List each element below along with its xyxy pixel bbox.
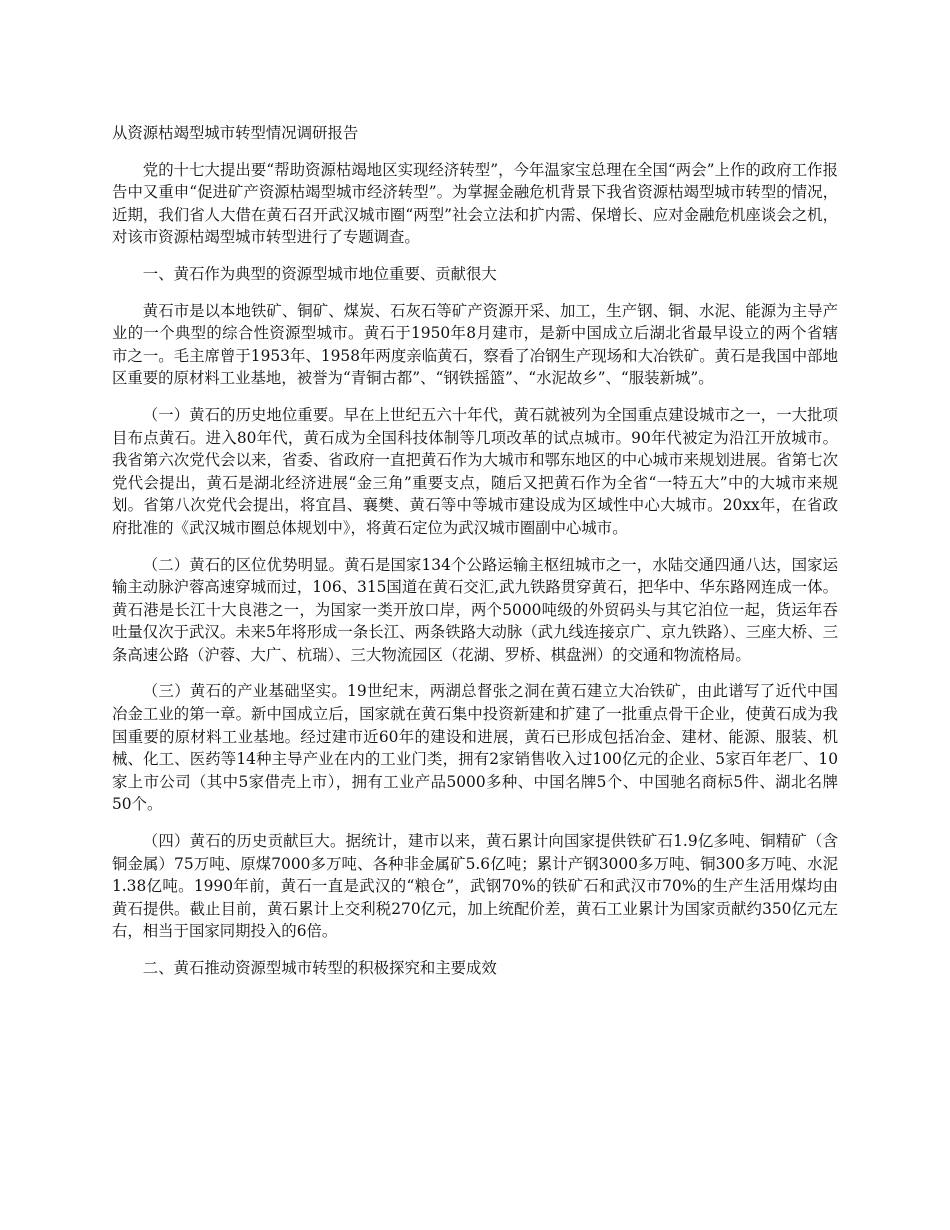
subsection-paragraph-4: （四）黄石的历史贡献巨大。据统计，建市以来，黄石累计向国家提供铁矿石1.9亿多吨、铜精矿（含铜金属）75万吨、原煤7000多万吨、各种非金属矿5.6亿吨；累计产钢3000多万吨、铜300多万吨、水泥1.38亿吨。1990年前，黄石一直是武汉的“粮仓”，武钢70%的铁矿石和武汉市70%的生产生活用煤均由黄石提供。截止目前，黄石累计上交利税270亿元，加上统配价差，黄石工业累计为国家贡献约350亿元左右，相当于国家同期投入的6倍。: [112, 832, 838, 941]
document-title: 从资源枯竭型城市转型情况调研报告: [112, 124, 359, 142]
subsection-paragraph-2: （二）黄石的区位优势明显。黄石是国家134个公路运输主枢纽城市之一，水陆交通四通八达，国家运输主动脉沪蓉高速穿城而过，106、315国道在黄石交汇,武九铁路贯穿黄石，把华中、华东路网连成一体。黄石港是长江十大良港之一，为国家一类开放口岸，两个5000吨级的外贸码头与其它泊位一起，货运年吞吐量仅次于武汉。未来5年将形成一条长江、两条铁路大动脉（武九线连接京广、京九铁路）、三座大桥、三条高速公路（沪蓉、大广、杭瑞）、三大物流园区（花湖、罗桥、棋盘洲）的交通和物流格局。: [112, 555, 838, 664]
overview-paragraph: 黄石市是以本地铁矿、铜矿、煤炭、石灰石等矿产资源开采、加工，生产钢、铜、水泥、能源为主导产业的一个典型的综合性资源型城市。黄石于1950年8月建市，是新中国成立后湖北省最早设立的两个省辖市之一。毛主席曾于1953年、1958年两度亲临黄石，察看了冶钢生产现场和大冶铁矿。黄石是我国中部地区重要的原材料工业基地，被誉为“青铜古都”、“钢铁摇篮”、“水泥故乡”、“服装新城”。: [112, 301, 838, 388]
section-heading-1: 一、黄石作为典型的资源型城市地位重要、贡献很大: [142, 264, 497, 283]
subsection-paragraph-3: （三）黄石的产业基础坚实。19世纪末，两湖总督张之洞在黄石建立大冶铁矿，由此谱写了近代中国冶金工业的第一章。新中国成立后，国家就在黄石集中投资新建和扩建了一批重点骨干企业，使黄石成为我国重要的原材料工业基地。经过建市近60年的建设和进展，黄石已形成包括冶金、建材、能源、服装、机械、化工、医药等14种主导产业在内的工业门类，拥有2家销售收入过100亿元的企业、5家百年老厂、10家上市公司（其中5家借壳上市），拥有工业产品5000多种、中国名牌5个、中国驰名商标5件、湖北名牌50个。: [112, 682, 838, 814]
subsection-paragraph-1: （一）黄石的历史地位重要。早在上世纪五六十年代，黄石就被列为全国重点建设城市之一，一大批项目布点黄石。进入80年代，黄石成为全国科技体制等几项改革的试点城市。90年代被定为沿江开放城市。我省第六次党代会以来，省委、省政府一直把黄石作为大城市和鄂东地区的中心城市来规划进展。省第七次党代会提出，黄石是湖北经济进展“金三角”重要支点，随后又把黄石作为全省“一特五大”中的大城市来规划。省第八次党代会提出，将宜昌、襄樊、黄石等中等城市建设成为区域性中心大城市。20xx年，在省政府批准的《武汉城市圈总体规划中》，将黄石定位为武汉城市圈副中心城市。: [112, 405, 838, 537]
section-heading-2: 二、黄石推动资源型城市转型的积极探究和主要成效: [142, 959, 497, 977]
intro-paragraph: 党的十七大提出要“帮助资源枯竭地区实现经济转型”，今年温家宝总理在全国“两会”上作的政府工作报告中又重申“促进矿产资源枯竭型城市经济转型”。为掌握金融危机背景下我省资源枯竭型城市转型的情况，近期，我们省人大借在黄石召开武汉城市圈“两型”社会立法和扩内需、保增长、应对金融危机座谈会之机，对该市资源枯竭型城市转型进行了专题调查。: [112, 160, 838, 247]
document-page: [112, 122, 838, 994]
